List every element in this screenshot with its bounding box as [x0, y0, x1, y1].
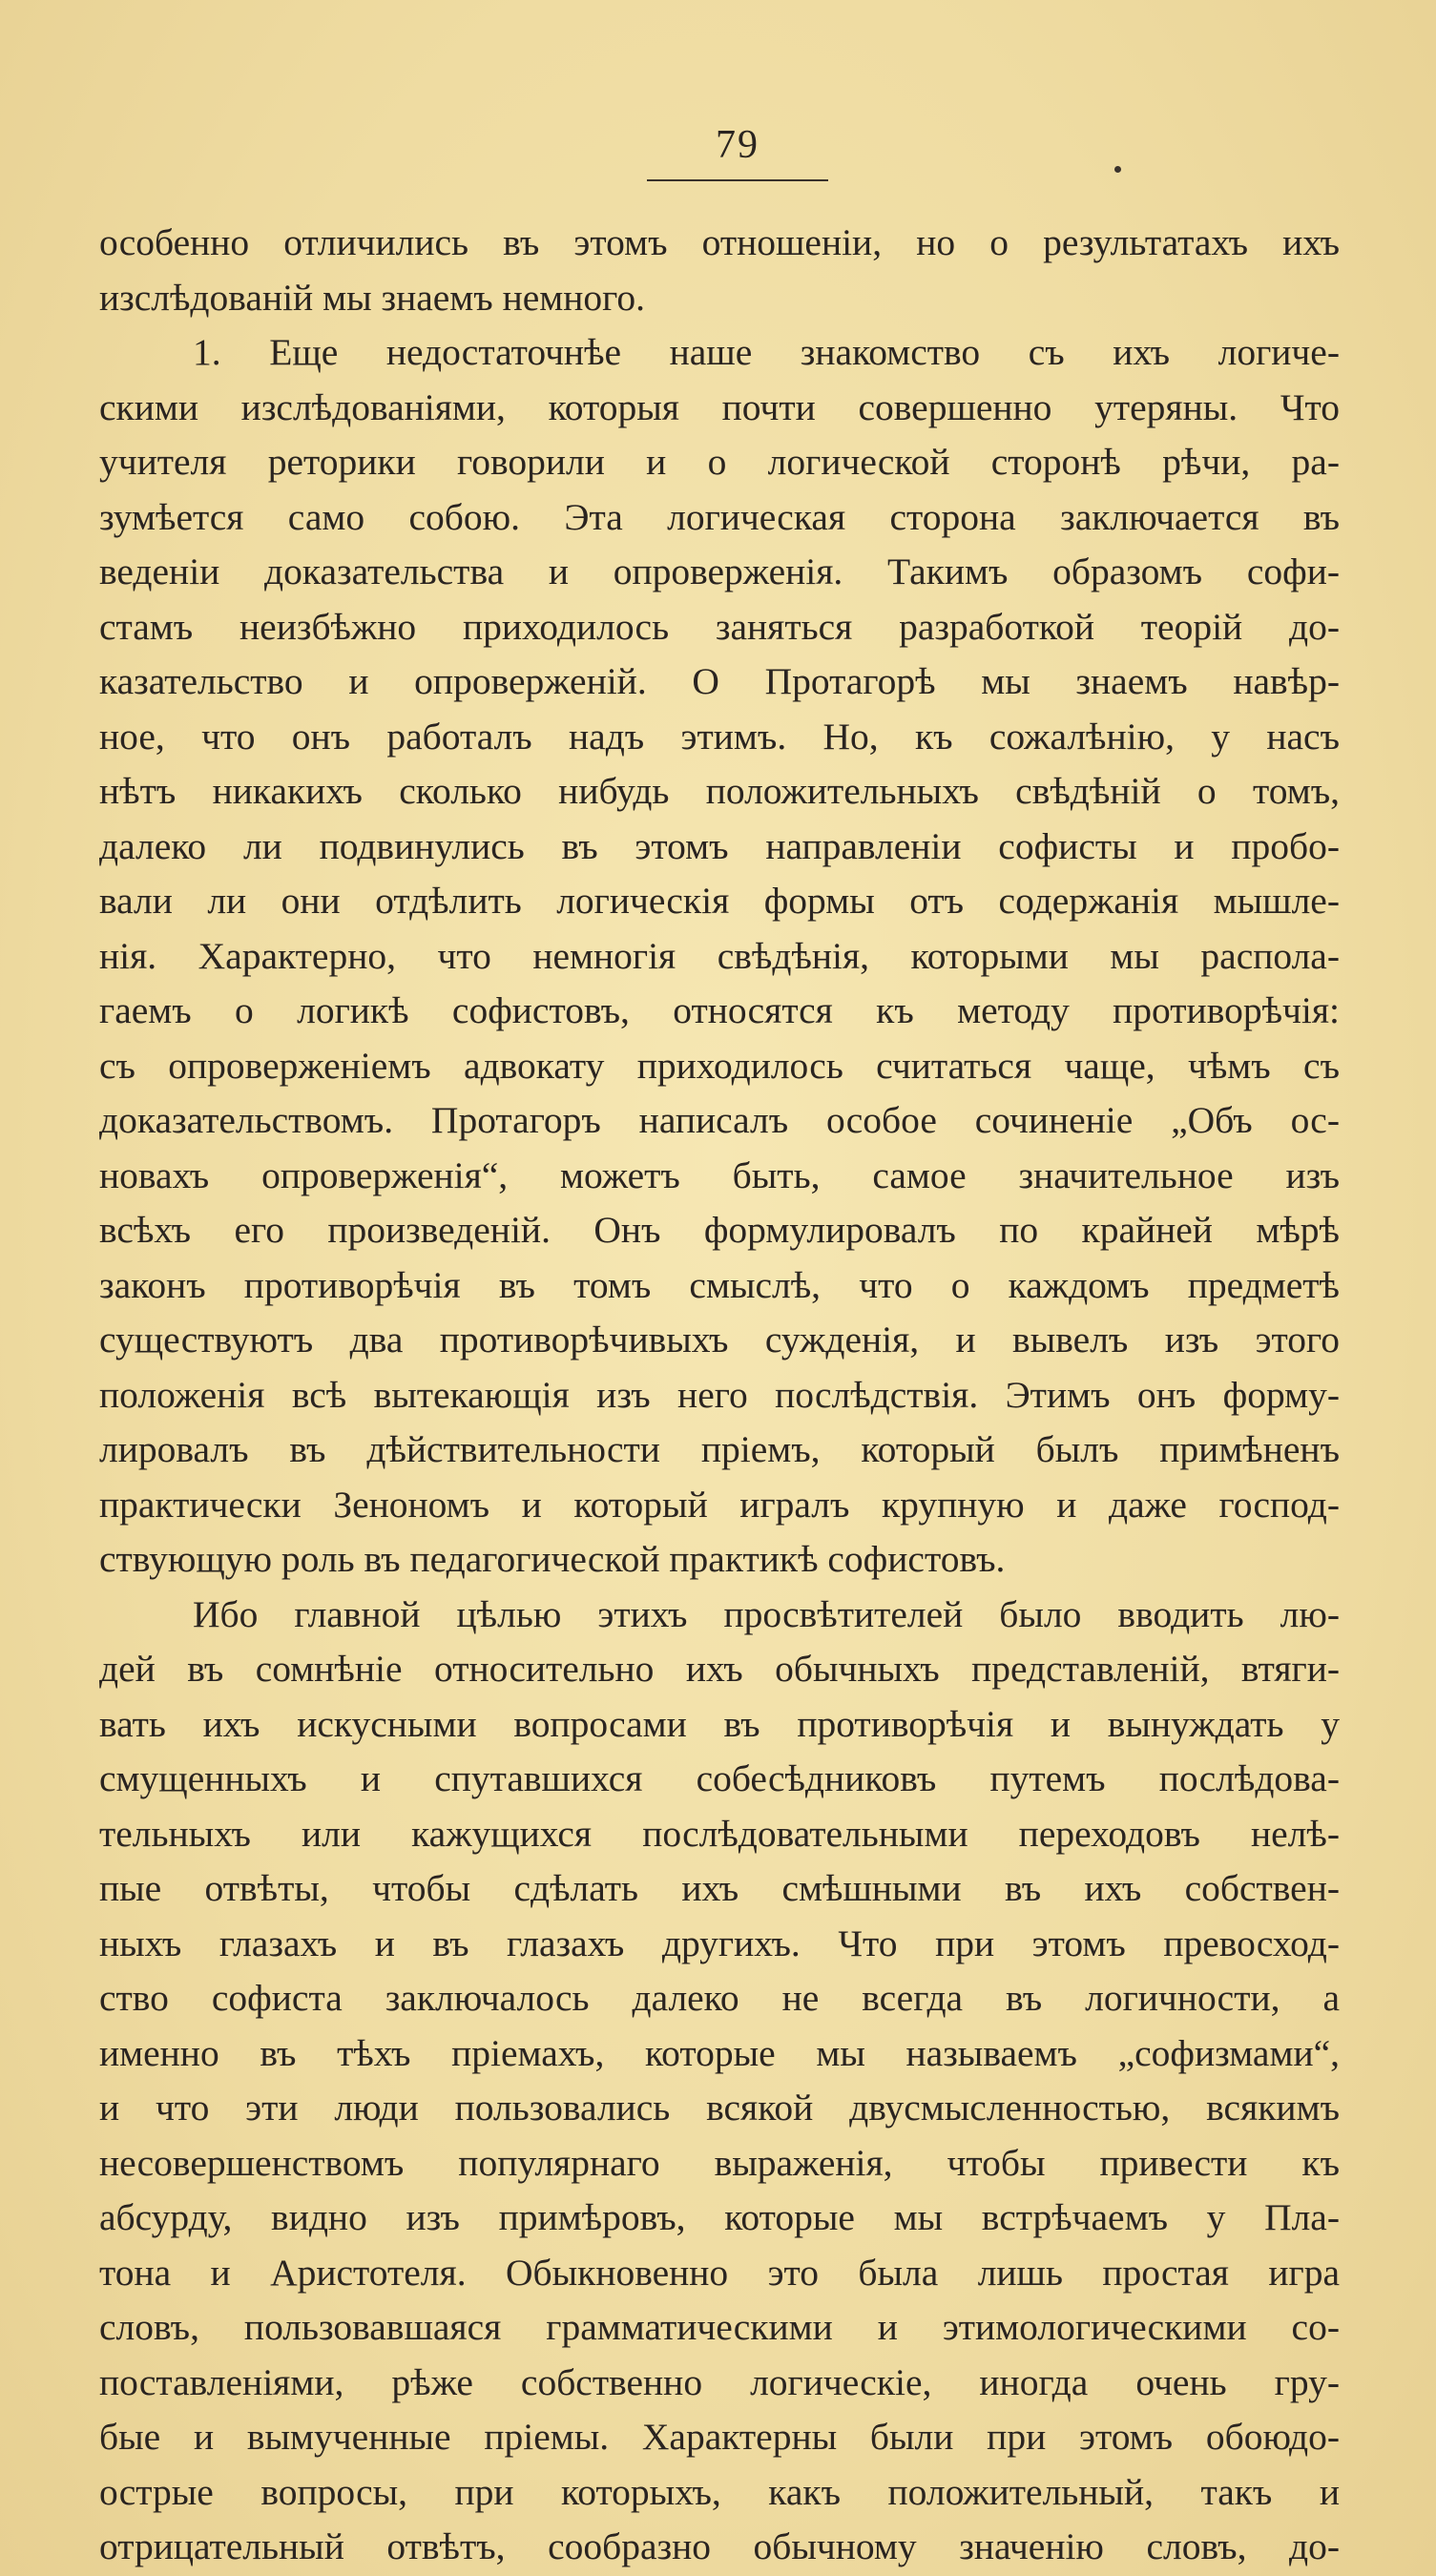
text-line: стамъ неизбѣжно приходилось заняться разработкой теорій до-: [99, 605, 1340, 648]
text-line: тона и Аристотеля. Обыкновенно это была лишь простая игра: [99, 2251, 1340, 2294]
text-line: вать ихъ искусными вопросами въ противорѣчія и вынуждать у: [99, 1702, 1340, 1745]
text-line: учителя реторики говорили и о логической сторонѣ рѣчи, ра-: [99, 441, 1340, 483]
text-line: изслѣдованій мы знаемъ немного.: [99, 276, 645, 319]
text-line: нѣтъ никакихъ сколько нибудь положительныхъ свѣдѣній о томъ,: [99, 770, 1340, 812]
text-line: веденіи доказательства и опроверженія. Такимъ образомъ софи-: [99, 551, 1340, 592]
text-line: отрицательный отвѣтъ, сообразно обычному значенію словъ, до-: [99, 2525, 1340, 2567]
text-line: законъ противорѣчія въ томъ смыслѣ, что о каждомъ предметѣ: [99, 1263, 1340, 1306]
header-rule: [647, 179, 828, 181]
text-line: новахъ опроверженія“, можетъ быть, самое значительное изъ: [99, 1153, 1340, 1196]
text-line: съ опроверженіемъ адвокату приходилось считаться чаще, чѣмъ съ: [99, 1044, 1340, 1087]
text-line: словъ, пользовавшаяся грамматическими и этимологическими со-: [99, 2306, 1340, 2348]
text-line: ныхъ глазахъ и въ глазахъ другихъ. Что при этомъ превосход-: [99, 1922, 1340, 1964]
text-line: ствующую роль въ педагогической практикѣ софистовъ.: [99, 1538, 1006, 1580]
text-line: поставленіями, рѣже собственно логическіе, иногда очень гру-: [99, 2360, 1340, 2403]
text-line: далеко ли подвинулись въ этомъ направленіи софисты и пробо-: [99, 824, 1340, 867]
text-line: дей въ сомнѣніе относительно ихъ обычныхъ представленій, втяги-: [99, 1648, 1340, 1690]
text-line: острые вопросы, при которыхъ, какъ положительный, такъ и: [99, 2470, 1340, 2513]
body-text: [99, 216, 1340, 2575]
text-line: практически Зенономъ и который игралъ крупную и даже господ-: [99, 1483, 1340, 1526]
text-line: казательство и опроверженій. О Протагорѣ мы знаемъ навѣр-: [99, 660, 1340, 702]
text-line: и что эти люди пользовались всякой двусмысленностью, всякимъ: [99, 2087, 1340, 2129]
text-line: особенно отличились въ этомъ отношеніи, но о результатахъ ихъ: [99, 221, 1340, 263]
text-line: тельныхъ или кажущихся послѣдовательными переходовъ нелѣ-: [99, 1812, 1340, 1855]
text-line: скими изслѣдованіями, которыя почти совершенно утеряны. Что: [99, 385, 1340, 428]
text-line: гаемъ о логикѣ софистовъ, относятся къ методу противорѣчія:: [99, 989, 1340, 1031]
text-line: смущенныхъ и спутавшихся собесѣдниковъ путемъ послѣдова-: [99, 1757, 1340, 1799]
text-line: 1. Еще недостаточнѣе наше знакомство съ ихъ логиче-: [193, 331, 1340, 373]
text-line: ство софиста заключалось далеко не всегда въ логичности, а: [99, 1977, 1340, 2019]
ink-speck: [1114, 166, 1121, 173]
text-line: именно въ тѣхъ пріемахъ, которые мы называемъ „софизмами“,: [99, 2031, 1340, 2074]
text-line: лировалъ въ дѣйствительности пріемъ, который былъ примѣненъ: [99, 1428, 1340, 1470]
text-line: пые отвѣты, чтобы сдѣлать ихъ смѣшными въ ихъ собствен-: [99, 1867, 1340, 1909]
text-line: бые и вымученные пріемы. Характерны были при этомъ обоюдо-: [99, 2416, 1340, 2458]
text-line: абсурду, видно изъ примѣровъ, которые мы встрѣчаемъ у Пла-: [99, 2196, 1340, 2238]
text-line: Ибо главной цѣлью этихъ просвѣтителей было вводить лю-: [193, 1592, 1340, 1635]
text-line: существуютъ два противорѣчивыхъ сужденія, и вывелъ изъ этого: [99, 1319, 1340, 1361]
text-line: вали ли они отдѣлить логическія формы отъ содержанія мышле-: [99, 880, 1340, 922]
text-line: положенія всѣ вытекающія изъ него послѣдствія. Этимъ онъ форму-: [99, 1373, 1340, 1416]
text-line: всѣхъ его произведеній. Онъ формулировалъ по крайней мѣрѣ: [99, 1209, 1340, 1251]
text-line: доказательствомъ. Протагоръ написалъ особое сочиненіе „Объ ос-: [99, 1099, 1340, 1141]
page-number: 79: [716, 123, 760, 167]
text-line: зумѣется само собою. Эта логическая сторона заключается въ: [99, 495, 1340, 538]
text-line: несовершенствомъ популярнаго выраженія, чтобы привести къ: [99, 2141, 1340, 2184]
text-line: ное, что онъ работалъ надъ этимъ. Но, къ сожалѣнію, у насъ: [99, 715, 1340, 758]
text-line: нія. Характерно, что немногія свѣдѣнія, которыми мы распола-: [99, 934, 1340, 977]
